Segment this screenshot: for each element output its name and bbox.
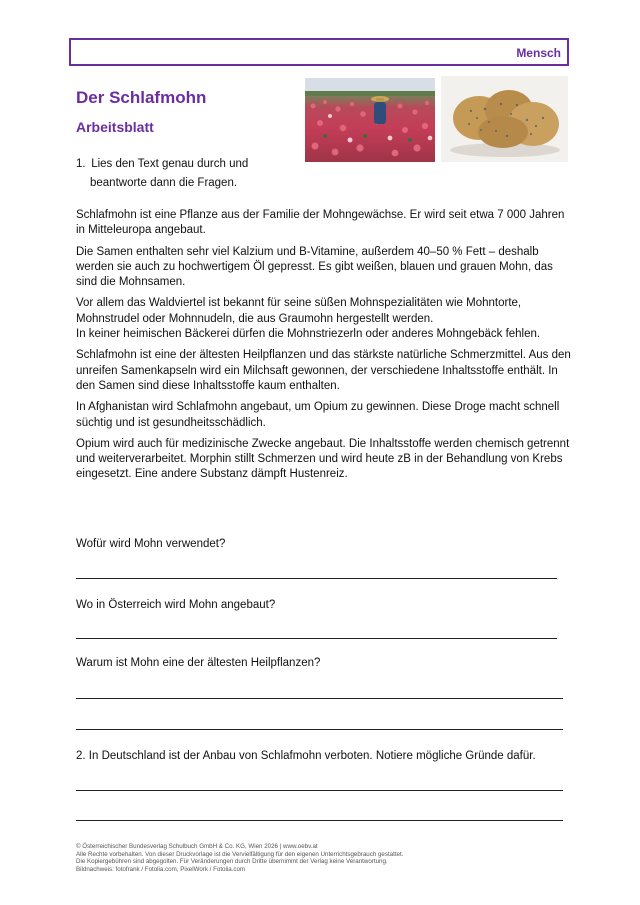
task-1-line-1: Lies den Text genau durch und: [91, 158, 249, 170]
paragraph: Vor allem das Waldviertel ist bekannt für seine süßen Mohnspezialitäten wie Mohntorte, Mohnstrudel oder Mohnnudeln, die aus Graumohn hergestellt werden.: [76, 297, 522, 325]
header-box: [69, 38, 569, 66]
poppy-bread-photo: [441, 76, 568, 162]
answer-line[interactable]: [76, 820, 563, 821]
task-1-number: 1.: [76, 158, 86, 170]
task-1-line-2: beantworte dann die Fragen.: [90, 177, 238, 189]
footer-line: Die Kopiergebühren sind abgegolten. Für Veränderungen durch Dritte übernimmt der Verlag keine Verantwortung.: [76, 858, 388, 866]
page-title: Der Schlafmohn: [76, 88, 207, 107]
answer-line[interactable]: [76, 638, 557, 639]
task-2-instruction: 2. In Deutschland ist der Anbau von Schlafmohn verboten. Notiere mögliche Gründe dafür.: [76, 750, 536, 762]
paragraph: Opium wird auch für medizinische Zwecke angebaut. Die Inhaltsstoffe werden chemisch getrennt und weiterverarbeitet. Morphin stillt Schmerzen und wird heute zB in der Behandlung von Krebs eingesetzt. Eine andere Substanz dämpft Hustenreiz.: [76, 437, 570, 481]
paragraph: Schlafmohn ist eine der ältesten Heilpflanzen und das stärkste natürliche Schmerzmittel. Aus den unreifen Samenkapseln wird ein Milchsaft gewonnen, der verschiedene Inhaltsstoffe enthält. In den Samen sind diese Inhaltsstoffe kaum enthalten.: [76, 349, 571, 392]
task-1-instruction: [76, 155, 286, 193]
reading-text: [76, 208, 571, 489]
page-subtitle: Arbeitsblatt: [76, 119, 154, 135]
answer-line[interactable]: [76, 729, 563, 730]
answer-line[interactable]: [76, 578, 557, 579]
header-label: Mensch: [516, 46, 561, 60]
footer-copyright: [76, 843, 556, 873]
answer-line[interactable]: [76, 790, 563, 791]
poppy-bread-illustration: [441, 76, 568, 162]
footer-line: © Österreichischer Bundesverlag Schulbuch GmbH & Co. KG, Wien 2026 | www.oebv.at: [76, 843, 318, 850]
footer-line: Bildnachweis: fotofrank / Fotolia.com, PixelWork / Fotolia.com: [76, 865, 246, 873]
paragraph: Die Samen enthalten sehr viel Kalzium und B-Vitamine, außerdem 40–50 % Fett – deshalb werden sie auch zu hochwertigem Öl gepresst. Es gibt weißen, blauen und grauen Mohn, das sind die Mohnsamen.: [76, 245, 553, 289]
poppy-field-photo: [305, 78, 435, 162]
answer-line[interactable]: [76, 698, 563, 699]
question-1: Wofür wird Mohn verwendet?: [76, 538, 226, 550]
question-2: Wo in Österreich wird Mohn angebaut?: [76, 599, 276, 611]
question-3: Warum ist Mohn eine der ältesten Heilpflanzen?: [76, 657, 321, 669]
paragraph: In Afghanistan wird Schlafmohn angebaut, um Opium zu gewinnen. Diese Droge macht schnell süchtig und ist gesundheitsschädlich.: [76, 401, 560, 429]
poppy-field-illustration: [305, 78, 435, 162]
footer-line: Alle Rechte vorbehalten. Von dieser Druckvorlage ist die Vervielfältigung für den eigenen Unterrichtsgebrauch gestattet.: [76, 850, 404, 858]
paragraph: In keiner heimischen Bäckerei dürfen die Mohnstriezerln oder anderes Mohngebäck fehlen.: [76, 328, 541, 341]
paragraph: Schlafmohn ist eine Pflanze aus der Familie der Mohngewächse. Er wird seit etwa 7 000 Jahren in Mitteleuropa angebaut.: [76, 209, 565, 237]
